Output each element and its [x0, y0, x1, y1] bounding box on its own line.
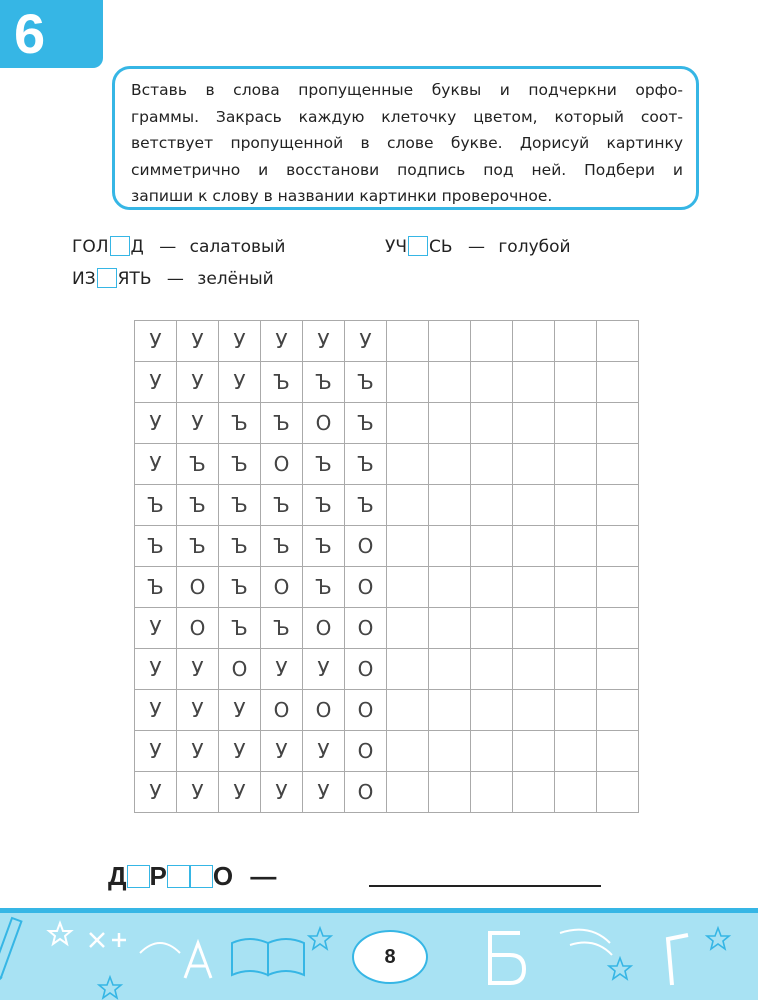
grid-cell[interactable]	[471, 567, 513, 608]
book-icon	[232, 939, 304, 975]
grid-cell[interactable]: Ъ	[261, 403, 303, 444]
grid-cell[interactable]	[555, 403, 597, 444]
grid-cell[interactable]: У	[345, 321, 387, 362]
grid-cell[interactable]: У	[177, 731, 219, 772]
dash: —	[166, 269, 184, 289]
grid-cell[interactable]	[555, 772, 597, 813]
grid-cell[interactable]: Ъ	[135, 485, 177, 526]
task-badge	[0, 0, 103, 68]
grid-cell[interactable]	[387, 567, 429, 608]
grid-cell[interactable]: У	[219, 362, 261, 403]
grid-cell[interactable]	[555, 321, 597, 362]
grid-cell[interactable]: О	[345, 526, 387, 567]
grid-cell[interactable]	[429, 649, 471, 690]
grid-cell[interactable]	[555, 608, 597, 649]
grid-cell[interactable]	[471, 444, 513, 485]
missing-letter-box[interactable]	[110, 236, 130, 256]
word-prefix: УЧ	[385, 237, 408, 257]
grid-row	[135, 608, 639, 649]
grid-cell[interactable]	[513, 567, 555, 608]
star-icon	[707, 928, 729, 949]
grid-cell[interactable]: У	[135, 690, 177, 731]
grid-cell[interactable]: О	[303, 690, 345, 731]
grid-cell[interactable]	[429, 731, 471, 772]
grid-cell[interactable]: Ъ	[219, 485, 261, 526]
grid-cell[interactable]	[387, 403, 429, 444]
grid-row	[135, 731, 639, 772]
grid-cell[interactable]	[387, 444, 429, 485]
grid-cell[interactable]	[387, 362, 429, 403]
grid-cell[interactable]	[429, 321, 471, 362]
grid-cell[interactable]	[513, 649, 555, 690]
grid-cell[interactable]: У	[261, 649, 303, 690]
grid-cell[interactable]	[429, 403, 471, 444]
grid-cell[interactable]	[597, 772, 639, 813]
star-icon	[99, 977, 121, 998]
grid-cell[interactable]	[513, 608, 555, 649]
grid-row	[135, 772, 639, 813]
grid-cell[interactable]	[597, 485, 639, 526]
grid-cell[interactable]: У	[261, 731, 303, 772]
grid-cell[interactable]	[387, 649, 429, 690]
grid-cell[interactable]	[471, 321, 513, 362]
grid-row	[135, 690, 639, 731]
grid-cell[interactable]: Ъ	[261, 362, 303, 403]
answer-letter: О	[212, 861, 234, 891]
grid-cell[interactable]: О	[177, 608, 219, 649]
grid-cell[interactable]: Ъ	[261, 485, 303, 526]
dash: —	[467, 237, 485, 257]
grid-cell[interactable]	[597, 444, 639, 485]
grid-cell[interactable]: У	[177, 772, 219, 813]
grid-cell[interactable]	[555, 649, 597, 690]
grid-cell[interactable]: У	[135, 649, 177, 690]
grid-cell[interactable]: У	[219, 772, 261, 813]
grid-cell[interactable]	[513, 526, 555, 567]
grid-cell[interactable]	[387, 690, 429, 731]
star-icon	[49, 923, 71, 944]
grid-cell[interactable]: Ъ	[261, 608, 303, 649]
grid-cell[interactable]: У	[135, 362, 177, 403]
grid-cell[interactable]: Ъ	[177, 444, 219, 485]
grid-row	[135, 403, 639, 444]
grid-cell[interactable]	[513, 731, 555, 772]
grid-cell[interactable]	[429, 608, 471, 649]
grid-cell[interactable]	[555, 526, 597, 567]
grid-cell[interactable]	[513, 772, 555, 813]
grid-cell[interactable]	[555, 567, 597, 608]
grid-cell[interactable]	[513, 362, 555, 403]
pencil-icon	[0, 918, 21, 989]
grid-cell[interactable]	[387, 485, 429, 526]
answer-box[interactable]	[190, 865, 213, 888]
grid-cell[interactable]: Ъ	[345, 444, 387, 485]
grid-cell[interactable]	[429, 567, 471, 608]
answer-letter: Р	[149, 861, 167, 891]
grid-cell[interactable]: Ъ	[345, 362, 387, 403]
grid-cell[interactable]: У	[135, 444, 177, 485]
instruction-line: ветствует пропущенной в слове букве. Дорисуй картинку	[131, 134, 683, 152]
grid-cell[interactable]: Ъ	[219, 526, 261, 567]
grid-cell[interactable]: Ъ	[261, 526, 303, 567]
grid-cell[interactable]: У	[303, 321, 345, 362]
letter-a-icon	[185, 943, 211, 978]
star-icon	[309, 928, 331, 949]
grid-cell[interactable]	[387, 526, 429, 567]
grid-cell[interactable]: О	[303, 403, 345, 444]
grid-cell[interactable]	[387, 731, 429, 772]
grid-cell[interactable]: Ъ	[135, 526, 177, 567]
grid-cell[interactable]: Ъ	[345, 403, 387, 444]
grid-cell[interactable]	[555, 362, 597, 403]
answer-write-line[interactable]	[369, 885, 601, 887]
word-uchusь	[385, 236, 571, 258]
coloring-grid	[134, 320, 639, 813]
grid-cell[interactable]: У	[219, 321, 261, 362]
grid-cell[interactable]	[555, 731, 597, 772]
grid-cell[interactable]: У	[261, 772, 303, 813]
grid-cell[interactable]	[597, 690, 639, 731]
word-suffix: ЯТЬ	[117, 269, 152, 289]
grid-cell[interactable]: О	[261, 567, 303, 608]
grid-cell[interactable]: Ъ	[219, 567, 261, 608]
grid-row	[135, 526, 639, 567]
grid-cell[interactable]	[597, 608, 639, 649]
grid-row	[135, 649, 639, 690]
grid-cell[interactable]: О	[345, 731, 387, 772]
instruction-line: запиши к слову в названии картинки проверочное.	[131, 187, 553, 205]
grid-cell[interactable]: О	[345, 690, 387, 731]
instruction-box	[112, 66, 699, 210]
grid-cell[interactable]	[597, 403, 639, 444]
word-prefix: ГОЛ	[72, 237, 109, 257]
letter-g-icon	[668, 935, 688, 985]
grid-cell[interactable]	[555, 444, 597, 485]
grid-cell[interactable]	[597, 526, 639, 567]
grid-cell[interactable]: Ъ	[177, 485, 219, 526]
grid-cell[interactable]	[597, 362, 639, 403]
grid-cell[interactable]: О	[261, 690, 303, 731]
grid-cell[interactable]: Ъ	[303, 526, 345, 567]
grid-cell[interactable]	[555, 485, 597, 526]
grid-cell[interactable]	[513, 444, 555, 485]
grid-row	[135, 321, 639, 362]
grid-cell[interactable]: О	[345, 567, 387, 608]
grid-cell[interactable]: Ъ	[219, 403, 261, 444]
grid-cell[interactable]	[471, 526, 513, 567]
grid-cell[interactable]	[597, 567, 639, 608]
grid-cell[interactable]: Ъ	[219, 608, 261, 649]
grid-cell[interactable]: У	[177, 362, 219, 403]
grid-cell[interactable]: Ъ	[303, 567, 345, 608]
grid-cell[interactable]	[597, 731, 639, 772]
grid-row	[135, 567, 639, 608]
grid-cell[interactable]	[471, 731, 513, 772]
grid-cell[interactable]	[471, 362, 513, 403]
grid-cell[interactable]: У	[135, 772, 177, 813]
instruction-line: граммы. Закрась каждую клеточку цветом, который соот-	[131, 107, 683, 126]
answer-row	[108, 860, 276, 892]
grid-cell[interactable]	[429, 772, 471, 813]
color-label: салатовый	[189, 237, 286, 257]
grid-cell[interactable]: У	[219, 690, 261, 731]
math-signs-icon	[90, 933, 126, 947]
grid-cell[interactable]	[471, 608, 513, 649]
word-suffix: Д	[130, 237, 144, 257]
grid-cell[interactable]	[597, 321, 639, 362]
grid-cell[interactable]	[429, 444, 471, 485]
grid-cell[interactable]: У	[177, 649, 219, 690]
grid-cell[interactable]: У	[177, 321, 219, 362]
grid-cell[interactable]: Ъ	[135, 567, 177, 608]
grid-cell[interactable]: О	[177, 567, 219, 608]
grid-cell[interactable]: Ъ	[345, 485, 387, 526]
grid-cell[interactable]: У	[261, 321, 303, 362]
answer-box[interactable]	[167, 865, 190, 888]
grid-cell[interactable]	[513, 321, 555, 362]
grid-cell[interactable]	[429, 690, 471, 731]
page-number: 8	[352, 930, 428, 984]
grid-cell[interactable]: У	[177, 403, 219, 444]
color-label: зелёный	[197, 269, 274, 289]
grid-cell[interactable]: Ъ	[303, 485, 345, 526]
star-icon	[609, 958, 631, 979]
grid-cell[interactable]	[513, 690, 555, 731]
grid-row	[135, 444, 639, 485]
grid-cell[interactable]: У	[303, 649, 345, 690]
grid-cell[interactable]	[471, 690, 513, 731]
grid-cell[interactable]	[387, 321, 429, 362]
grid-cell[interactable]	[471, 485, 513, 526]
grid-cell[interactable]: О	[303, 608, 345, 649]
grid-cell[interactable]	[471, 649, 513, 690]
grid-cell[interactable]: У	[303, 731, 345, 772]
word-izyat	[72, 268, 274, 290]
grid-cell[interactable]: Ъ	[219, 444, 261, 485]
dash: —	[159, 237, 177, 257]
grid-cell[interactable]: О	[345, 608, 387, 649]
grid-cell[interactable]	[387, 608, 429, 649]
grid-cell[interactable]: Ъ	[303, 362, 345, 403]
instruction-line: Вставь в слова пропущенные буквы и подчеркни орфо-	[131, 81, 683, 99]
grid-cell[interactable]	[429, 526, 471, 567]
grid-cell[interactable]: О	[345, 772, 387, 813]
answer-letter: Д	[108, 861, 127, 891]
word-suffix: СЬ	[429, 237, 453, 257]
grid-cell[interactable]: О	[345, 649, 387, 690]
answer-box[interactable]	[127, 865, 150, 888]
grid-cell[interactable]: У	[135, 321, 177, 362]
grid-cell[interactable]	[429, 485, 471, 526]
grid-cell[interactable]	[597, 649, 639, 690]
grid-cell[interactable]	[429, 362, 471, 403]
grid-cell[interactable]	[555, 690, 597, 731]
grid-cell[interactable]: У	[219, 731, 261, 772]
letter-b-icon	[490, 933, 524, 983]
grid-cell[interactable]: У	[135, 608, 177, 649]
grid-cell[interactable]: У	[177, 690, 219, 731]
instruction-line: симметрично и восстанови подпись под ней. Подбери и	[131, 160, 683, 179]
grid-cell[interactable]: У	[303, 772, 345, 813]
color-label: голубой	[498, 237, 571, 257]
word-prefix: ИЗ	[72, 269, 96, 289]
grid-cell[interactable]: Ъ	[303, 444, 345, 485]
grid-cell[interactable]	[387, 772, 429, 813]
word-golubь	[72, 236, 285, 258]
grid-cell[interactable]: О	[261, 444, 303, 485]
grid-cell[interactable]	[471, 403, 513, 444]
grid-cell[interactable]: У	[135, 403, 177, 444]
grid-cell[interactable]: Ъ	[177, 526, 219, 567]
missing-letter-box[interactable]	[408, 236, 428, 256]
missing-letter-box[interactable]	[97, 268, 117, 288]
grid-row	[135, 362, 639, 403]
answer-dash: —	[250, 861, 277, 891]
grid-cell[interactable]	[471, 772, 513, 813]
grid-cell[interactable]	[513, 485, 555, 526]
grid-cell[interactable]: У	[135, 731, 177, 772]
grid-row	[135, 485, 639, 526]
grid-cell[interactable]: О	[219, 649, 261, 690]
grid-cell[interactable]	[513, 403, 555, 444]
task-number: 6	[14, 2, 46, 65]
